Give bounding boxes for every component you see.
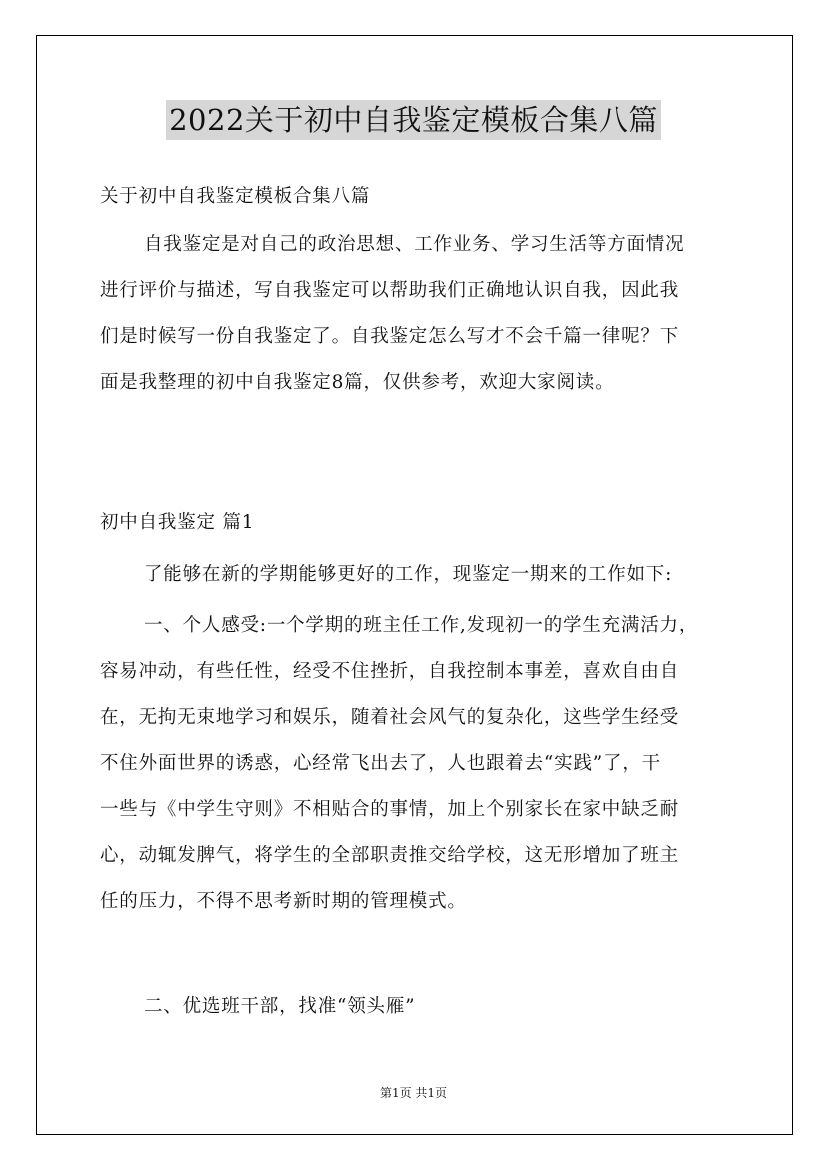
point1-line: 不住外面世界的诱惑，心经常飞出去了，人也跟着去“实践”了，干 xyxy=(100,753,661,774)
document-subtitle: 关于初中自我鉴定模板合集八篇 xyxy=(100,186,371,207)
point2-heading: 二、优选班干部，找准“领头雁” xyxy=(144,996,416,1017)
page-footer: 第1页 共1页 xyxy=(379,1086,448,1100)
intro-paragraph xyxy=(100,232,726,416)
intro-line: 面是我整理的初中自我鉴定8篇，仅供参考，欢迎大家阅读。 xyxy=(100,372,615,393)
point1-line: 心，动辄发脾气，将学生的全部职责推交给学校，这无形增加了班主 xyxy=(100,845,680,866)
intro-line: 进行评价与描述，写自我鉴定可以帮助我们正确地认识自我，因此我 xyxy=(100,280,680,301)
document-title: 2022关于初中自我鉴定模板合集八篇 xyxy=(166,100,661,140)
intro-line: 们是时候写一份自我鉴定了。自我鉴定怎么写才不会千篇一律呢？下 xyxy=(100,326,680,347)
point1-line: 任的压力，不得不思考新时期的管理模式。 xyxy=(100,891,467,912)
point1-paragraph xyxy=(100,613,726,935)
point1-line: 一、个人感受:一个学期的班主任工作,发现初一的学生充满活力， xyxy=(144,615,699,636)
point1-line: 在，无拘无束地学习和娱乐，随着社会风气的复杂化，这些学生经受 xyxy=(100,707,680,728)
title-container xyxy=(0,100,827,140)
intro-line: 自我鉴定是对自己的政治思想、工作业务、学习生活等方面情况 xyxy=(144,234,685,255)
point1-line: 容易冲动，有些任性，经受不住挫折，自我控制本事差，喜欢自由自 xyxy=(100,661,680,682)
section-heading: 初中自我鉴定 篇1 xyxy=(100,512,255,533)
point1-line: 一些与《中学生守则》不相贴合的事情，加上个别家长在家中缺乏耐 xyxy=(100,799,680,820)
section-intro: 了能够在新的学期能够更好的工作，现鉴定一期来的工作如下: xyxy=(144,564,673,585)
